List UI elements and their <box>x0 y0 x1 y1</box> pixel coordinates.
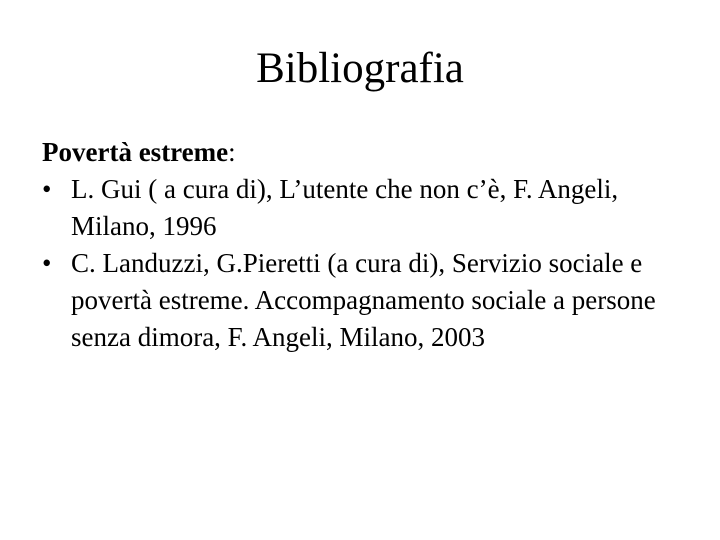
bullet-icon: • <box>42 248 52 278</box>
section-heading-colon: : <box>228 137 236 167</box>
section-heading <box>42 134 682 171</box>
reference-item <box>42 171 682 245</box>
reference-list <box>42 171 682 356</box>
reference-text: C. Landuzzi, G.Pieretti (a cura di), Servizio sociale e povertà estreme. Accompagnamento sociale a persone senza dimora, F. Angeli, Milano, 2003 <box>71 248 656 352</box>
reference-text: L. Gui ( a cura di), L’utente che non c’è, F. Angeli, Milano, 1996 <box>71 174 619 241</box>
section-heading-label: Povertà estreme <box>42 137 229 167</box>
bullet-icon: • <box>42 174 52 204</box>
slide-title: Bibliografia <box>256 45 464 92</box>
slide-content <box>42 134 682 356</box>
reference-item <box>42 245 682 356</box>
